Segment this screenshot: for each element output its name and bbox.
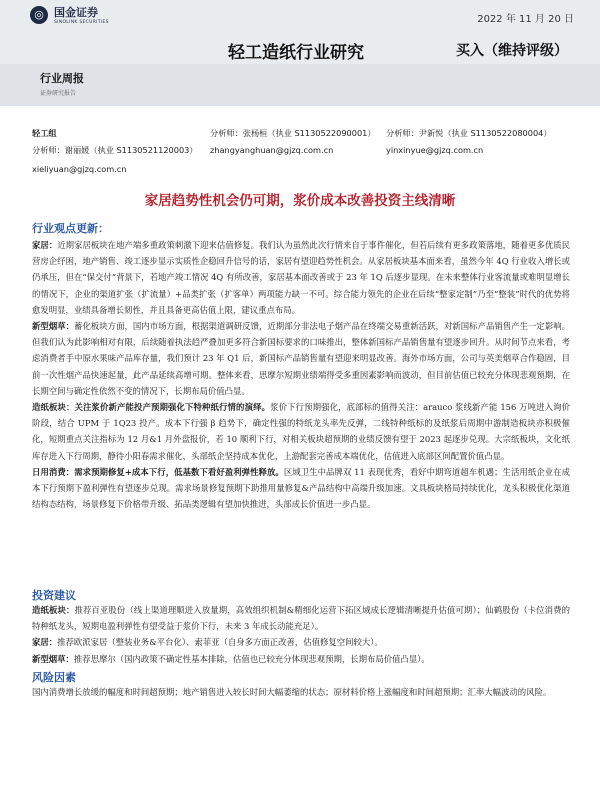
brand-logo [30, 4, 109, 25]
report-subtype: 证券研究报告 [40, 90, 77, 97]
advice-tobacco [32, 651, 570, 667]
rating-label: 买入（维持评级） [456, 43, 568, 59]
advice-body [32, 602, 570, 667]
analyst-3-email[interactable]: xieliyuan@gjzq.com.cn [32, 164, 127, 174]
analyst-2: 分析师：尹新悦（执业 S1130522080004） [386, 128, 552, 138]
analyst-1: 分析师：张杨桓（执业 S1130522090001） [210, 128, 376, 138]
advice-paper-key: 造纸板块： [32, 605, 75, 615]
para-tobacco [32, 318, 570, 399]
para-daily [32, 464, 570, 513]
advice-home [32, 634, 570, 650]
brand-name-en: SINOLINK SECURITIES [54, 20, 109, 25]
analyst-2-email[interactable]: yinxinyue@gjzq.com.cn [386, 145, 484, 155]
analyst-group: 轻工组 [32, 128, 57, 138]
brand-name-cn: 国金证券 [54, 6, 98, 19]
section-views-heading: 行业观点更新： [32, 222, 109, 235]
header-lower-band [0, 64, 600, 106]
advice-home-key: 家居： [32, 637, 58, 648]
para-home [32, 237, 570, 318]
para-home-key: 家居： [32, 240, 58, 250]
report-date: 2022 年 11 月 20 日 [477, 14, 574, 25]
risk-body [32, 684, 570, 700]
advice-tobacco-key: 新型烟草： [32, 653, 74, 664]
risk-text: 国内消费增长放缓的幅度和时间超预期；地产销售进入较长时间大幅萎缩的状态；原材料价格上涨幅度和时间超预期；汇率大幅波动的风险。 [32, 687, 552, 697]
section-risk-heading: 风险因素 [32, 671, 76, 684]
analyst-1-email[interactable]: zhangyanghuan@gjzq.com.cn [210, 145, 334, 155]
para-tobacco-text: 蓄化板块方面，国内市场方面，根据渠道调研反馈，近期部分非法电子烟产品在终端交易重新活跃，对新国标产品销售产生一定影响。但我们认为此影响相对有限，后续随着执法趋严叠加更多符合新国标要求的口味推出，整体新国标产品销售量有望逐步回升。从时间节点来看，考虑消费者手中原水果味产品库存量，我们预计 23 年 Q1 后，新国标产品销售量有望迎来明显改善。海外市场方面，公司与英美烟草合作稳固，目前一次性烟产品快速起量，此产品延续高增可期。整体来看，思摩尔短期业绩端得受多重因素影响而波动，但目前估值已较充分体现悲观预期，在长期空间与确定性依然不变的情况下，长期布局价值凸显。 [32, 321, 571, 396]
report-type: 行业周报 [40, 72, 84, 85]
advice-paper-text: 推荐百亚股份（线上渠道理顺进入放量期，高效组织机制&精细化运营下拓区域成长逻辑清晰提升估值可期）；仙鹤股份（卡位消费的特种纸龙头，短期电盈利弹性有望受益于浆价下行，未来 3 年成长动能充足）。 [32, 605, 571, 632]
section-advice-heading: 投资建议 [32, 589, 76, 602]
para-tobacco-key: 新型烟草： [32, 321, 75, 332]
para-paper [32, 399, 570, 464]
para-paper-text: 浆价下行预期强化，底部标的值得关注：arauco 浆线新产能 156 万吨进入询价阶段，结合 UPM 于 1Q23 投产。成本下行强 β 趋势下，确定性强的特纸龙头率先反弹，二线特种纸标的及纸浆后周期中游制造板块亦积极催化，短期重点关注指标为 12 月&1 月外盘报价，若 10 顺利下行，对相关板块超预期的业绩反馈有望于 2023 起逐步兑现。大宗纸板块，文化纸库存进入下行周期，静待小阳春需求催化，头部纸企坚持成本优化，上游配套完善成本端优化，估值进入底部区间配置价值凸显。 [32, 402, 570, 461]
sinolink-logo-icon: ◎ [30, 6, 48, 24]
report-headline: 家居趋势性机会仍可期，浆价成本改善投资主线清晰 [144, 193, 456, 209]
advice-paper [32, 602, 570, 634]
report-title: 轻工造纸行业研究 [228, 43, 364, 63]
advice-home-text: 推荐欧派家居（整装业务&平台化）、索菲亚（自身多方面正改善，估值修复空间较大）。 [57, 637, 383, 648]
views-body [32, 237, 570, 512]
para-daily-text: 区域卫生中品牌双 11 表现优秀，看好中期弯道超车机遇；生活用纸企业在成本下行预期下盈利弹性有望逐步兑现。需求场景修复预期下助推用量修复&产品结构中高端升级加速。文具板块格局持续优化，龙头积极优化渠道结构态结构，场景修复下价格带升级、拓品类逻辑有望加快推进，头部成长价值进一步凸显。 [32, 466, 570, 510]
para-home-text: 近期家居板块在地产端多重政策刺激下迎来估值修复。我们认为虽然此次行情来自于事件催化，但若后续有更多政策落地，随着更多优质民营房企纾困，地产销售、竣工逐步显示实质性企稳回升信号的话，家居有望迎趋势性机会。从家居板块基本面来看，虽然今年 4Q 行业收入增长或仍承压，但在“保交付”背景下，若地产竣工情况 4Q 有所改善，家居基本面改善或于 23 年 1Q 后逐步显现。在未来整体行业客流量或难明显增长的情况下，企业的渠道扩张（扩流量）+品类扩张（扩客单）两项能力缺一不可。综合能力领先的企业在后续“整家定制”乃至“整装”时代的优势将愈发明显，业绩具备增长韧性，并且具备更高估值上限，建议重点布局。 [32, 240, 571, 315]
analyst-3: 分析师：谢丽媛（执业 S1130521120003） [32, 145, 198, 155]
advice-tobacco-text: 推荐思摩尔（国内政策不确定性基本排除，估值也已较充分体现悲观预期，长期布局价值凸显）。 [73, 653, 430, 664]
para-daily-key: 日用消费：需求预期修复+成本下行，低基数下看好盈利弹性释放。 [32, 466, 284, 477]
para-paper-key: 造纸板块：关注浆价新产能投产预期强化下特种纸行情的演绎。 [32, 402, 271, 413]
